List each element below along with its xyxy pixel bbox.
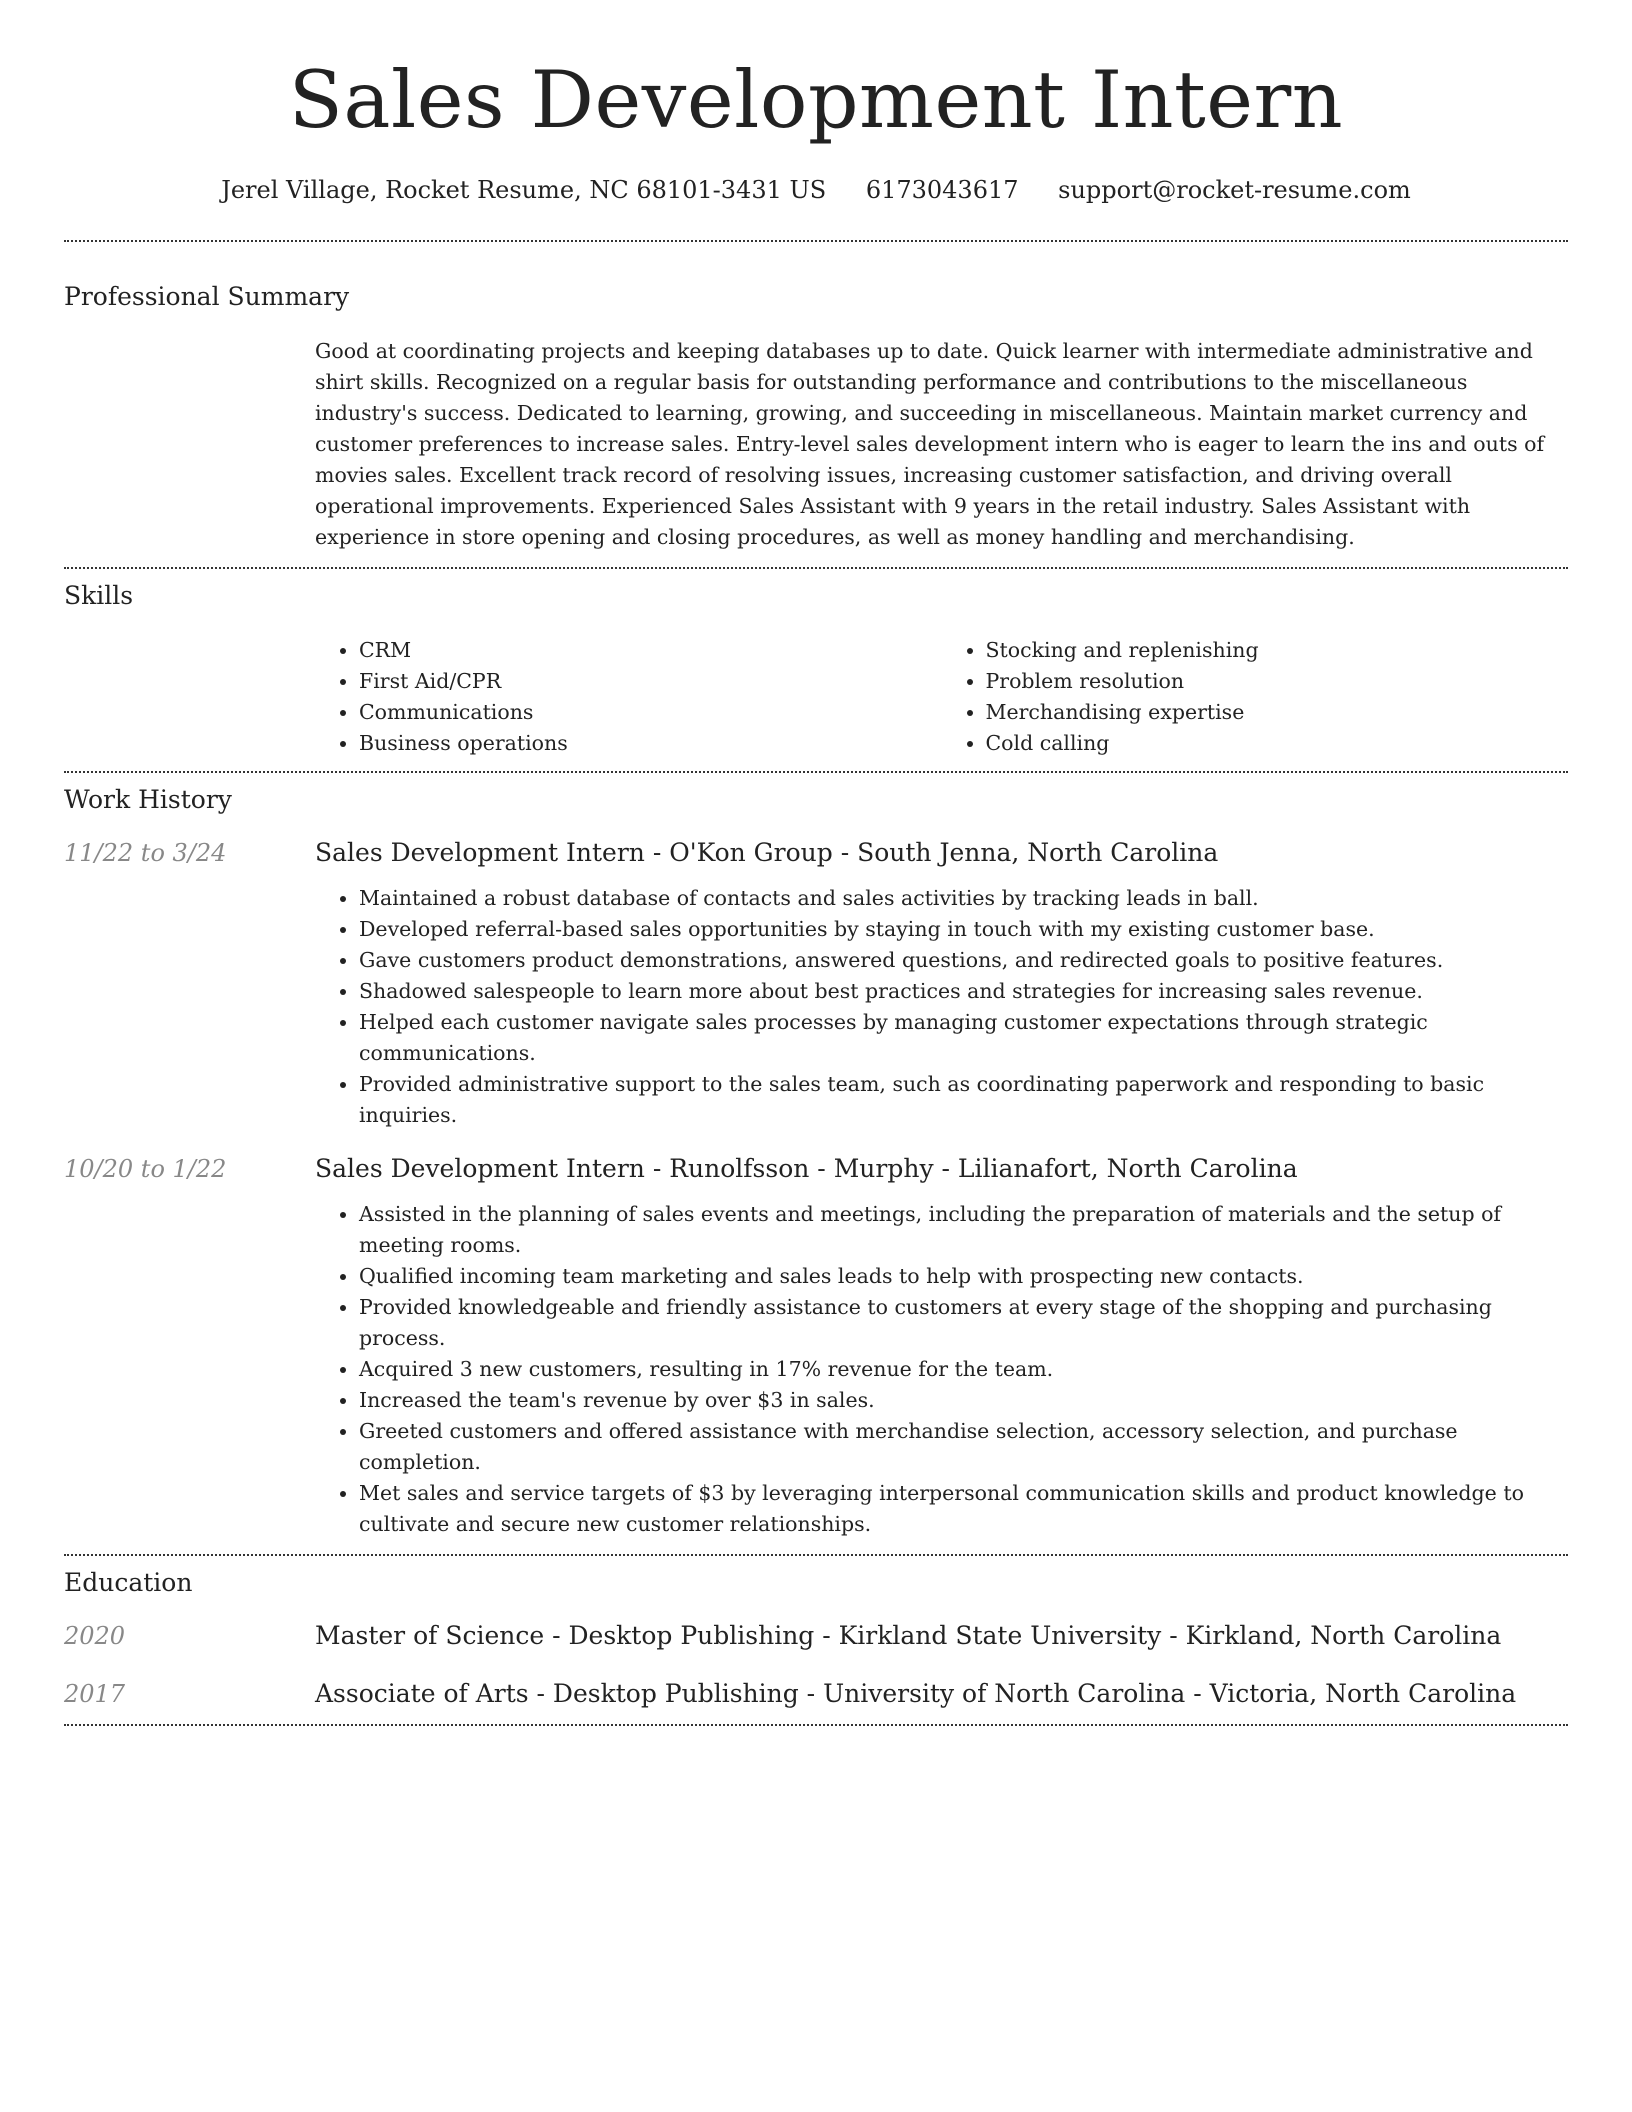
skills-list-left xyxy=(315,635,942,759)
education-divider xyxy=(64,1724,1568,1726)
job-bullet: • Acquired 3 new customers, resulting in 17% revenue for the team. xyxy=(359,1354,1568,1385)
work-history-heading: Work History xyxy=(64,785,232,814)
job-title: Sales Development Intern - Runolfsson - Murphy - Lilianafort, North Carolina xyxy=(315,1154,1298,1183)
job-bullet: • Qualified incoming team marketing and sales leads to help with prospecting new contacts. xyxy=(359,1261,1568,1292)
skill-item: • Stocking and replenishing xyxy=(986,635,1569,666)
education-heading: Education xyxy=(64,1568,193,1597)
skills-list-right xyxy=(942,635,1569,759)
job-title: Sales Development Intern - O'Kon Group - South Jenna, North Carolina xyxy=(315,838,1219,867)
job-bullet: • Assisted in the planning of sales events and meetings, including the preparation of materials and the setup of meeting rooms. xyxy=(359,1199,1568,1261)
job-bullet: • Increased the team's revenue by over $3 in sales. xyxy=(359,1385,1568,1416)
job-bullets xyxy=(315,883,1568,1131)
contact-address: Jerel Village, Rocket Resume, NC 68101-3431 US xyxy=(221,176,827,204)
job-dates: 11/22 to 3/24 xyxy=(64,839,227,867)
skill-item: • Communications xyxy=(359,697,942,728)
education-section xyxy=(64,1556,1568,1724)
contact-email: support@rocket-resume.com xyxy=(1058,176,1411,204)
job-entry xyxy=(64,1153,1568,1540)
skills-heading: Skills xyxy=(64,581,134,610)
summary-content xyxy=(315,336,1568,553)
skill-item: • Cold calling xyxy=(986,728,1569,759)
contact-line xyxy=(64,174,1568,206)
skill-item: • First Aid/CPR xyxy=(359,666,942,697)
skill-item: • Problem resolution xyxy=(986,666,1569,697)
job-body xyxy=(315,1153,1568,1540)
job-body xyxy=(315,837,1568,1131)
job-bullet: • Shadowed salespeople to learn more about best practices and strategies for increasing sales revenue. xyxy=(359,976,1568,1007)
skills-grid xyxy=(315,635,1568,759)
summary-heading: Professional Summary xyxy=(64,282,350,311)
summary-section xyxy=(64,242,1568,567)
job-bullet: • Maintained a robust database of contacts and sales activities by tracking leads in ball. xyxy=(359,883,1568,914)
job-bullet: • Provided knowledgeable and friendly assistance to customers at every stage of the shopping and purchasing process. xyxy=(359,1292,1568,1354)
education-entry xyxy=(64,1620,1568,1652)
skill-item: • Merchandising expertise xyxy=(986,697,1569,728)
education-year: 2020 xyxy=(64,1622,126,1650)
job-bullet: • Gave customers product demonstrations, answered questions, and redirected goals to positive features. xyxy=(359,945,1568,976)
skill-item: • Business operations xyxy=(359,728,942,759)
education-entry xyxy=(64,1678,1568,1710)
job-entry xyxy=(64,837,1568,1131)
job-bullet: • Provided administrative support to the sales team, such as coordinating paperwork and responding to basic inquiries. xyxy=(359,1069,1568,1131)
education-degree: Associate of Arts - Desktop Publishing - University of North Carolina - Victoria, North Carolina xyxy=(315,1679,1517,1708)
summary-text: Good at coordinating projects and keeping databases up to date. Quick learner with intermediate administrative and shirt skills. Recognized on a regular basis for outstanding performance and contributions to the miscellaneous industry's success. Dedicated to learning, growing, and succeeding in miscellaneous. Maintain market currency and customer preferences to increase sales. Entry-level sales development intern who is eager to learn the ins and outs of movies sales. Excellent track record of resolving issues, increasing customer satisfaction, and driving overall operational improvements. Experienced Sales Assistant with 9 years in the retail industry. Sales Assistant with experience in store opening and closing procedures, as well as money handling and merchandising. xyxy=(315,339,1545,549)
job-bullets xyxy=(315,1199,1568,1540)
candidate-name: Sales Development Intern xyxy=(288,54,1344,146)
job-bullet: • Met sales and service targets of $3 by leveraging interpersonal communication skills and product knowledge to cultivate and secure new customer relationships. xyxy=(359,1478,1568,1540)
job-dates: 10/20 to 1/22 xyxy=(64,1155,227,1183)
skills-section xyxy=(64,569,1568,771)
education-year: 2017 xyxy=(64,1680,126,1708)
job-bullet: • Developed referral-based sales opportunities by staying in touch with my existing customer base. xyxy=(359,914,1568,945)
skill-item: • CRM xyxy=(359,635,942,666)
work-history-section xyxy=(64,773,1568,1554)
job-bullet: • Helped each customer navigate sales processes by managing customer expectations through strategic communications. xyxy=(359,1007,1568,1069)
job-bullet: • Greeted customers and offered assistance with merchandise selection, accessory selection, and purchase completion. xyxy=(359,1416,1568,1478)
education-degree: Master of Science - Desktop Publishing - Kirkland State University - Kirkland, North Carolina xyxy=(315,1621,1502,1650)
resume-header xyxy=(64,52,1568,206)
contact-phone: 6173043617 xyxy=(865,176,1019,204)
